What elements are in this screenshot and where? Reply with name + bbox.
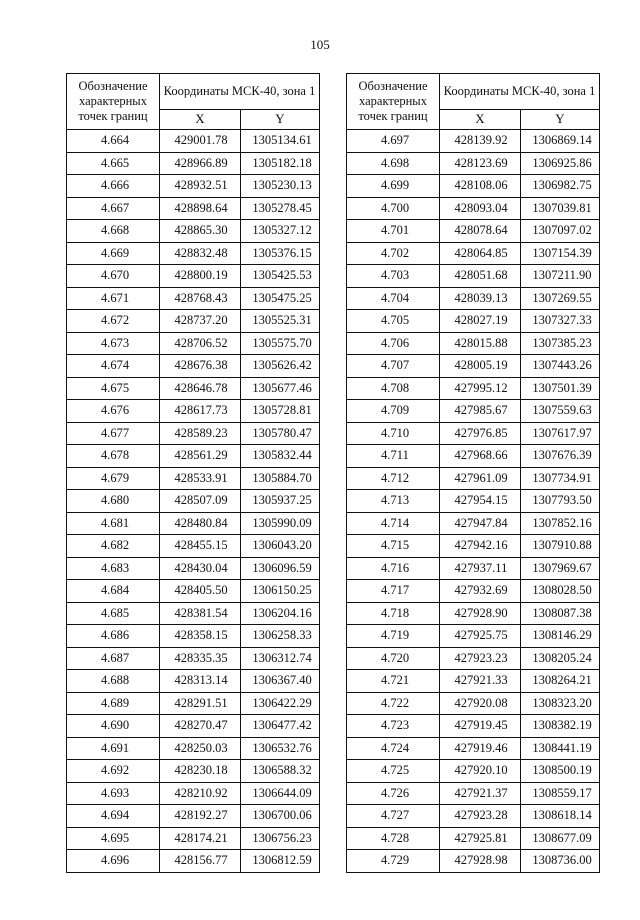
x-coordinate-cell: 428676.38 (160, 355, 241, 378)
x-coordinate-cell: 427932.69 (440, 580, 521, 603)
table-row (347, 535, 600, 558)
point-name-cell: 4.713 (347, 490, 440, 513)
table-row (67, 760, 320, 783)
x-coordinate-cell: 427937.11 (440, 557, 521, 580)
x-coordinate-cell: 428210.92 (160, 782, 241, 805)
y-coordinate-cell: 1307676.39 (521, 445, 600, 468)
y-coordinate-cell: 1308146.29 (521, 625, 600, 648)
x-coordinate-cell: 427961.09 (440, 467, 521, 490)
point-name-cell: 4.670 (67, 265, 160, 288)
point-name-cell: 4.711 (347, 445, 440, 468)
table-row (67, 625, 320, 648)
x-coordinate-cell: 427925.75 (440, 625, 521, 648)
x-coordinate-cell: 428139.92 (440, 130, 521, 153)
point-name-cell: 4.720 (347, 647, 440, 670)
x-coordinate-cell: 428064.85 (440, 242, 521, 265)
x-coordinate-cell: 427947.84 (440, 512, 521, 535)
point-name-cell: 4.701 (347, 220, 440, 243)
x-coordinate-cell: 427923.28 (440, 805, 521, 828)
x-coordinate-cell: 427942.16 (440, 535, 521, 558)
point-name-cell: 4.723 (347, 715, 440, 738)
x-coordinate-cell: 428865.30 (160, 220, 241, 243)
y-coordinate-cell: 1307617.97 (521, 422, 600, 445)
table-row (347, 175, 600, 198)
table-row (347, 332, 600, 355)
x-coordinate-cell: 428832.48 (160, 242, 241, 265)
point-name-cell: 4.676 (67, 400, 160, 423)
table-row (347, 490, 600, 513)
table-row (67, 175, 320, 198)
point-name-cell: 4.704 (347, 287, 440, 310)
y-coordinate-cell: 1307443.26 (521, 355, 600, 378)
x-coordinate-cell: 428156.77 (160, 850, 241, 873)
y-coordinate-cell: 1305990.09 (241, 512, 320, 535)
y-coordinate-cell: 1305832.44 (241, 445, 320, 468)
point-name-cell: 4.681 (67, 512, 160, 535)
point-name-cell: 4.680 (67, 490, 160, 513)
point-name-cell: 4.693 (67, 782, 160, 805)
table-row (347, 760, 600, 783)
table-row (347, 467, 600, 490)
point-name-cell: 4.702 (347, 242, 440, 265)
point-name-cell: 4.722 (347, 692, 440, 715)
y-coordinate-cell: 1308264.21 (521, 670, 600, 693)
point-name-cell: 4.700 (347, 197, 440, 220)
x-coordinate-cell: 427921.37 (440, 782, 521, 805)
y-coordinate-cell: 1308677.09 (521, 827, 600, 850)
x-coordinate-cell: 428123.69 (440, 152, 521, 175)
x-coordinate-cell: 428507.09 (160, 490, 241, 513)
x-coordinate-cell: 428192.27 (160, 805, 241, 828)
x-coordinate-cell: 427954.15 (440, 490, 521, 513)
table-row (67, 850, 320, 873)
x-coordinate-cell: 428898.64 (160, 197, 241, 220)
table-row (67, 490, 320, 513)
table-row (67, 377, 320, 400)
y-header: Y (241, 109, 320, 129)
point-name-cell: 4.727 (347, 805, 440, 828)
table-row (347, 670, 600, 693)
point-name-cell: 4.688 (67, 670, 160, 693)
x-coordinate-cell: 428051.68 (440, 265, 521, 288)
table-row (67, 580, 320, 603)
point-name-cell: 4.690 (67, 715, 160, 738)
table-row (67, 805, 320, 828)
y-coordinate-cell: 1306312.74 (241, 647, 320, 670)
point-name-cell: 4.719 (347, 625, 440, 648)
y-coordinate-cell: 1305182.18 (241, 152, 320, 175)
table-row (67, 332, 320, 355)
y-coordinate-cell: 1306422.29 (241, 692, 320, 715)
table-row (67, 130, 320, 153)
y-coordinate-cell: 1307211.90 (521, 265, 600, 288)
point-name-header: Обозначение характерных точек границ (67, 74, 160, 130)
x-coordinate-cell: 427921.33 (440, 670, 521, 693)
point-name-cell: 4.674 (67, 355, 160, 378)
x-coordinate-cell: 428932.51 (160, 175, 241, 198)
point-name-cell: 4.691 (67, 737, 160, 760)
x-coordinate-cell: 428108.06 (440, 175, 521, 198)
point-name-cell: 4.683 (67, 557, 160, 580)
table-row (67, 715, 320, 738)
y-coordinate-cell: 1306925.86 (521, 152, 600, 175)
table-row (67, 287, 320, 310)
y-coordinate-cell: 1306150.25 (241, 580, 320, 603)
x-coordinate-cell: 428230.18 (160, 760, 241, 783)
table-row (347, 850, 600, 873)
coordinates-table-right (346, 73, 600, 873)
table-body-left (67, 130, 320, 873)
x-header: X (160, 109, 241, 129)
y-coordinate-cell: 1307793.50 (521, 490, 600, 513)
table-row (347, 197, 600, 220)
x-coordinate-cell: 427919.46 (440, 737, 521, 760)
coordinates-table-left (66, 73, 320, 873)
x-coordinate-cell: 428015.88 (440, 332, 521, 355)
x-coordinate-cell: 428646.78 (160, 377, 241, 400)
y-coordinate-cell: 1308323.20 (521, 692, 600, 715)
table-row (67, 445, 320, 468)
x-coordinate-cell: 429001.78 (160, 130, 241, 153)
table-row (347, 287, 600, 310)
y-coordinate-cell: 1307269.55 (521, 287, 600, 310)
point-name-cell: 4.718 (347, 602, 440, 625)
table-row (347, 310, 600, 333)
y-coordinate-cell: 1307910.88 (521, 535, 600, 558)
x-coordinate-cell: 428430.04 (160, 557, 241, 580)
x-coordinate-cell: 428617.73 (160, 400, 241, 423)
table-row (347, 422, 600, 445)
y-coordinate-cell: 1307852.16 (521, 512, 600, 535)
point-name-cell: 4.668 (67, 220, 160, 243)
x-coordinate-cell: 427920.10 (440, 760, 521, 783)
y-coordinate-cell: 1305780.47 (241, 422, 320, 445)
table-row (67, 355, 320, 378)
table-row (67, 602, 320, 625)
y-coordinate-cell: 1307501.39 (521, 377, 600, 400)
point-name-cell: 4.682 (67, 535, 160, 558)
point-name-cell: 4.675 (67, 377, 160, 400)
x-coordinate-cell: 428313.14 (160, 670, 241, 693)
point-name-cell: 4.665 (67, 152, 160, 175)
coords-group-header: Координаты МСК-40, зона 1 (160, 74, 320, 110)
point-name-cell: 4.726 (347, 782, 440, 805)
point-name-cell: 4.710 (347, 422, 440, 445)
y-coordinate-cell: 1307969.67 (521, 557, 600, 580)
point-name-cell: 4.664 (67, 130, 160, 153)
y-coordinate-cell: 1308087.38 (521, 602, 600, 625)
point-name-cell: 4.716 (347, 557, 440, 580)
y-coordinate-cell: 1306644.09 (241, 782, 320, 805)
y-coordinate-cell: 1308500.19 (521, 760, 600, 783)
table-row (67, 737, 320, 760)
point-name-cell: 4.667 (67, 197, 160, 220)
x-coordinate-cell: 428966.89 (160, 152, 241, 175)
table-row (67, 782, 320, 805)
point-name-cell: 4.689 (67, 692, 160, 715)
x-coordinate-cell: 427920.08 (440, 692, 521, 715)
y-coordinate-cell: 1306812.59 (241, 850, 320, 873)
y-coordinate-cell: 1308382.19 (521, 715, 600, 738)
x-coordinate-cell: 428405.50 (160, 580, 241, 603)
point-name-cell: 4.703 (347, 265, 440, 288)
table-row (67, 310, 320, 333)
x-coordinate-cell: 427985.67 (440, 400, 521, 423)
point-name-cell: 4.717 (347, 580, 440, 603)
y-coordinate-cell: 1307039.81 (521, 197, 600, 220)
table-row (347, 242, 600, 265)
point-name-cell: 4.712 (347, 467, 440, 490)
table-row (67, 467, 320, 490)
x-coordinate-cell: 428533.91 (160, 467, 241, 490)
table-row (67, 827, 320, 850)
x-coordinate-cell: 427995.12 (440, 377, 521, 400)
x-coordinate-cell: 428039.13 (440, 287, 521, 310)
point-name-header: Обозначение характерных точек границ (347, 74, 440, 130)
x-coordinate-cell: 427928.98 (440, 850, 521, 873)
x-coordinate-cell: 428706.52 (160, 332, 241, 355)
y-coordinate-cell: 1306204.16 (241, 602, 320, 625)
point-name-cell: 4.686 (67, 625, 160, 648)
y-coordinate-cell: 1306982.75 (521, 175, 600, 198)
x-coordinate-cell: 427925.81 (440, 827, 521, 850)
y-coordinate-cell: 1305425.53 (241, 265, 320, 288)
point-name-cell: 4.677 (67, 422, 160, 445)
x-coordinate-cell: 428589.23 (160, 422, 241, 445)
x-coordinate-cell: 428027.19 (440, 310, 521, 333)
point-name-cell: 4.695 (67, 827, 160, 850)
y-coordinate-cell: 1307327.33 (521, 310, 600, 333)
y-coordinate-cell: 1308618.14 (521, 805, 600, 828)
point-name-cell: 4.715 (347, 535, 440, 558)
y-coordinate-cell: 1305937.25 (241, 490, 320, 513)
y-coordinate-cell: 1306043.20 (241, 535, 320, 558)
x-coordinate-cell: 428005.19 (440, 355, 521, 378)
y-coordinate-cell: 1305376.15 (241, 242, 320, 265)
table-row (67, 557, 320, 580)
y-coordinate-cell: 1306756.23 (241, 827, 320, 850)
point-name-cell: 4.678 (67, 445, 160, 468)
x-coordinate-cell: 427976.85 (440, 422, 521, 445)
y-coordinate-cell: 1307154.39 (521, 242, 600, 265)
x-coordinate-cell: 427923.23 (440, 647, 521, 670)
coords-group-header: Координаты МСК-40, зона 1 (440, 74, 600, 110)
point-name-cell: 4.694 (67, 805, 160, 828)
table-row (347, 152, 600, 175)
point-name-cell: 4.698 (347, 152, 440, 175)
table-row (67, 220, 320, 243)
table-row (347, 130, 600, 153)
y-coordinate-cell: 1305475.25 (241, 287, 320, 310)
x-coordinate-cell: 427928.90 (440, 602, 521, 625)
y-coordinate-cell: 1305278.45 (241, 197, 320, 220)
y-coordinate-cell: 1308559.17 (521, 782, 600, 805)
point-name-cell: 4.669 (67, 242, 160, 265)
x-coordinate-cell: 428078.64 (440, 220, 521, 243)
table-row (347, 737, 600, 760)
y-coordinate-cell: 1308441.19 (521, 737, 600, 760)
table-row (347, 445, 600, 468)
table-row (347, 220, 600, 243)
y-coordinate-cell: 1305884.70 (241, 467, 320, 490)
point-name-cell: 4.725 (347, 760, 440, 783)
table-row (347, 512, 600, 535)
table-row (347, 805, 600, 828)
point-name-cell: 4.729 (347, 850, 440, 873)
point-name-cell: 4.696 (67, 850, 160, 873)
table-row (347, 355, 600, 378)
point-name-cell: 4.671 (67, 287, 160, 310)
table-row (67, 400, 320, 423)
x-coordinate-cell: 428358.15 (160, 625, 241, 648)
table-row (67, 265, 320, 288)
y-coordinate-cell: 1307559.63 (521, 400, 600, 423)
x-header: X (440, 109, 521, 129)
point-name-cell: 4.679 (67, 467, 160, 490)
x-coordinate-cell: 428335.35 (160, 647, 241, 670)
x-coordinate-cell: 428381.54 (160, 602, 241, 625)
point-name-cell: 4.697 (347, 130, 440, 153)
page-number: 105 (310, 37, 330, 52)
point-name-cell: 4.706 (347, 332, 440, 355)
table-row (67, 422, 320, 445)
y-coordinate-cell: 1307734.91 (521, 467, 600, 490)
x-coordinate-cell: 428455.15 (160, 535, 241, 558)
y-coordinate-cell: 1306700.06 (241, 805, 320, 828)
point-name-cell: 4.709 (347, 400, 440, 423)
x-coordinate-cell: 427919.45 (440, 715, 521, 738)
y-coordinate-cell: 1308205.24 (521, 647, 600, 670)
table-row (67, 692, 320, 715)
table-row (347, 647, 600, 670)
x-coordinate-cell: 427968.66 (440, 445, 521, 468)
table-row (347, 692, 600, 715)
table-row (347, 782, 600, 805)
point-name-cell: 4.707 (347, 355, 440, 378)
y-coordinate-cell: 1307097.02 (521, 220, 600, 243)
y-coordinate-cell: 1306588.32 (241, 760, 320, 783)
point-name-cell: 4.666 (67, 175, 160, 198)
point-name-cell: 4.724 (347, 737, 440, 760)
x-coordinate-cell: 428561.29 (160, 445, 241, 468)
table-row (347, 625, 600, 648)
y-coordinate-cell: 1305626.42 (241, 355, 320, 378)
point-name-cell: 4.692 (67, 760, 160, 783)
x-coordinate-cell: 428737.20 (160, 310, 241, 333)
table-row (347, 265, 600, 288)
y-coordinate-cell: 1305575.70 (241, 332, 320, 355)
y-coordinate-cell: 1305230.13 (241, 175, 320, 198)
x-coordinate-cell: 428250.03 (160, 737, 241, 760)
y-coordinate-cell: 1306477.42 (241, 715, 320, 738)
x-coordinate-cell: 428800.19 (160, 265, 241, 288)
table-body-right (347, 130, 600, 873)
x-coordinate-cell: 428270.47 (160, 715, 241, 738)
point-name-cell: 4.699 (347, 175, 440, 198)
y-coordinate-cell: 1306096.59 (241, 557, 320, 580)
table-row (67, 512, 320, 535)
point-name-cell: 4.714 (347, 512, 440, 535)
y-coordinate-cell: 1305134.61 (241, 130, 320, 153)
x-coordinate-cell: 428093.04 (440, 197, 521, 220)
x-coordinate-cell: 428291.51 (160, 692, 241, 715)
table-row (67, 647, 320, 670)
point-name-cell: 4.705 (347, 310, 440, 333)
point-name-cell: 4.708 (347, 377, 440, 400)
y-coordinate-cell: 1306367.40 (241, 670, 320, 693)
table-row (67, 670, 320, 693)
point-name-cell: 4.687 (67, 647, 160, 670)
table-row (347, 580, 600, 603)
point-name-cell: 4.684 (67, 580, 160, 603)
point-name-cell: 4.672 (67, 310, 160, 333)
y-coordinate-cell: 1305728.81 (241, 400, 320, 423)
point-name-cell: 4.685 (67, 602, 160, 625)
y-coordinate-cell: 1306869.14 (521, 130, 600, 153)
table-row (347, 557, 600, 580)
table-row (67, 242, 320, 265)
x-coordinate-cell: 428768.43 (160, 287, 241, 310)
table-row (347, 602, 600, 625)
table-row (67, 152, 320, 175)
x-coordinate-cell: 428174.21 (160, 827, 241, 850)
y-coordinate-cell: 1306258.33 (241, 625, 320, 648)
y-coordinate-cell: 1305525.31 (241, 310, 320, 333)
table-row (67, 197, 320, 220)
y-header: Y (521, 109, 600, 129)
y-coordinate-cell: 1305677.46 (241, 377, 320, 400)
point-name-cell: 4.721 (347, 670, 440, 693)
y-coordinate-cell: 1308736.00 (521, 850, 600, 873)
y-coordinate-cell: 1307385.23 (521, 332, 600, 355)
y-coordinate-cell: 1306532.76 (241, 737, 320, 760)
table-row (67, 535, 320, 558)
table-row (347, 827, 600, 850)
y-coordinate-cell: 1305327.12 (241, 220, 320, 243)
point-name-cell: 4.673 (67, 332, 160, 355)
point-name-cell: 4.728 (347, 827, 440, 850)
table-row (347, 400, 600, 423)
x-coordinate-cell: 428480.84 (160, 512, 241, 535)
table-row (347, 715, 600, 738)
table-row (347, 377, 600, 400)
y-coordinate-cell: 1308028.50 (521, 580, 600, 603)
